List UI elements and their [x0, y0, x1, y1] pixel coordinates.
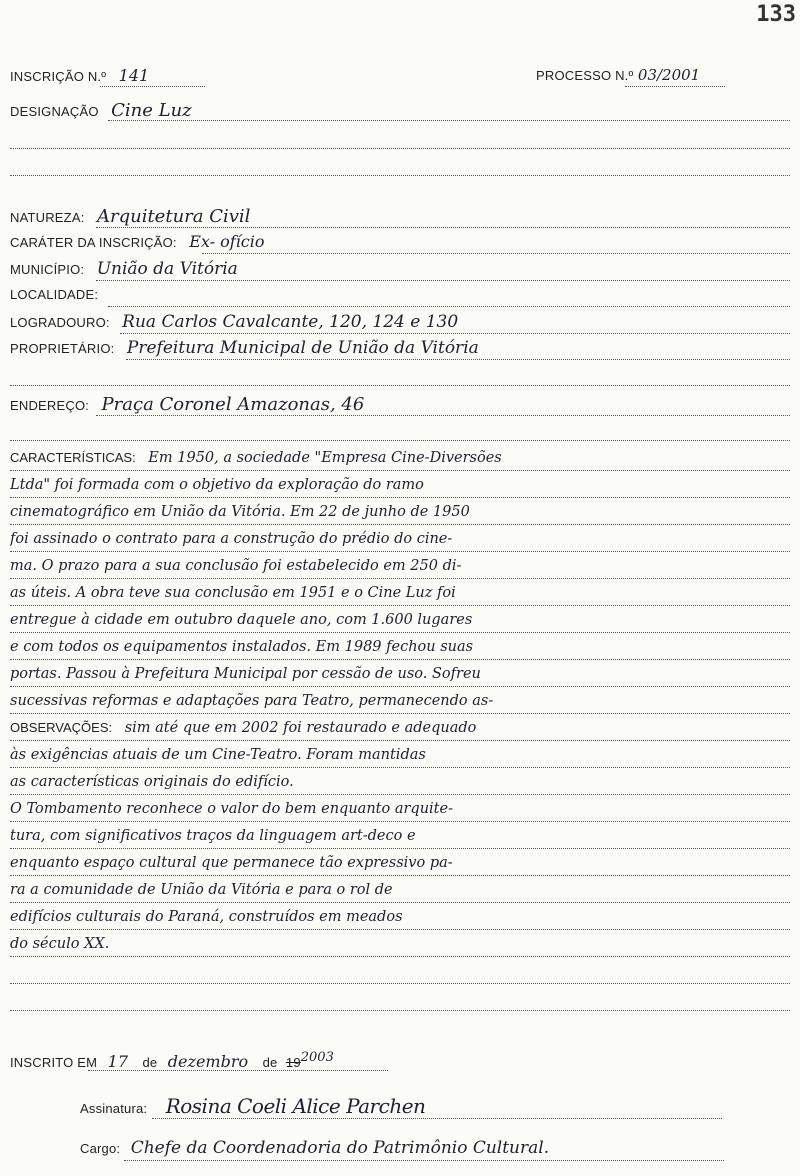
observacoes-label: OBSERVAÇÕES: — [10, 720, 113, 735]
natureza-field — [10, 206, 250, 227]
body-line: O Tombamento reconhece o valor do bem enquanto arquite- — [10, 801, 453, 817]
page-number: 133 — [756, 2, 796, 27]
assinatura-line — [152, 1118, 722, 1119]
inscrito-ano-prefix: 19 — [285, 1055, 301, 1070]
designacao-line — [108, 120, 790, 121]
carater-value: Ex- ofício — [189, 232, 265, 251]
blank-line — [10, 175, 790, 176]
designacao-label: DESIGNAÇÃO — [10, 104, 99, 119]
body-line-row — [10, 686, 790, 714]
designacao-value: Cine Luz — [111, 100, 192, 121]
inscrito-ano: 2003 — [300, 1050, 334, 1065]
body-line: Ltda" foi formada com o objetivo da exploração do ramo — [10, 477, 424, 493]
logradouro-value: Rua Carlos Cavalcante, 120, 124 e 130 — [122, 312, 459, 332]
proprietario-label: PROPRIETÁRIO: — [10, 341, 115, 356]
body-line: cinematográfico em União da Vitória. Em 22 de junho de 1950 — [10, 504, 470, 520]
body-line: ra a comunidade de União da Vitória e para o rol de — [10, 882, 393, 898]
natureza-value: Arquitetura Civil — [96, 206, 251, 227]
localidade-label: LOCALIDADE: — [10, 287, 99, 302]
body-line-row — [10, 767, 790, 795]
proprietario-line — [126, 359, 790, 360]
endereco-value: Praça Coronel Amazonas, 46 — [101, 394, 365, 415]
body-line: foi assinado o contrato para a construção do prédio do cine- — [10, 531, 453, 547]
body-line-row — [10, 848, 790, 876]
body-line-row — [10, 605, 790, 633]
body-line-row — [10, 902, 790, 930]
inscrito-de-label: de — [142, 1055, 158, 1070]
cargo-value: Chefe da Coordenadoria do Patrimônio Cultural. — [130, 1138, 550, 1158]
body-line: Em 1950, a sociedade "Empresa Cine-Diversões — [148, 450, 502, 466]
caracteristicas-line — [10, 443, 790, 471]
body-line-row — [10, 497, 790, 525]
inscrito-em-field — [10, 1050, 334, 1072]
municipio-label: MUNICÍPIO: — [10, 262, 85, 277]
inscrito-line — [88, 1070, 388, 1071]
endereco-field — [10, 394, 364, 415]
logradouro-line — [120, 333, 790, 334]
inscrito-dia: 17 — [107, 1052, 129, 1071]
body-line-row — [10, 659, 790, 687]
processo-value: 03/2001 — [637, 66, 701, 84]
body-line: entregue à cidade em outubro daquele ano, com 1.600 lugares — [10, 612, 473, 628]
body-line: edifícios culturais do Paraná, construídos em meados — [10, 909, 403, 925]
proprietario-field — [10, 338, 479, 358]
assinatura-signature: Rosina Coeli Alice Parchen — [165, 1094, 426, 1118]
body-line: as características originais do edifício. — [10, 774, 294, 790]
blank-line — [10, 983, 790, 1011]
natureza-line — [96, 227, 790, 228]
blank-line — [10, 440, 790, 441]
inscricao-value: 141 — [118, 66, 150, 85]
observacoes-line — [10, 713, 790, 741]
body-line: às exigências atuais de um Cine-Teatro. Foram mantidas — [10, 747, 426, 763]
inscricao-field — [10, 66, 149, 86]
assinatura-label: Assinatura: — [80, 1101, 148, 1116]
body-line: portas. Passou à Prefeitura Municipal por cessão de uso. Sofreu — [10, 666, 481, 682]
logradouro-label: LOGRADOURO: — [10, 315, 110, 330]
assinatura-field — [80, 1094, 425, 1118]
inscrito-de-label: de — [262, 1055, 278, 1070]
natureza-label: NATUREZA: — [10, 210, 85, 225]
body-line-row — [10, 578, 790, 606]
body-line-row — [10, 821, 790, 849]
inscricao-line — [100, 86, 205, 87]
inscrito-mes: dezembro — [167, 1052, 249, 1071]
body-line-row — [10, 794, 790, 822]
municipio-value: União da Vitória — [96, 259, 238, 279]
body-line-row — [10, 632, 790, 660]
localidade-field — [10, 286, 98, 304]
inscricao-label: INSCRIÇÃO N.º — [10, 69, 107, 84]
body-line-row — [10, 875, 790, 903]
body-line-row — [10, 740, 790, 768]
blank-line — [10, 148, 790, 149]
processo-label: PROCESSO N.º — [536, 68, 634, 83]
body-line-row — [10, 551, 790, 579]
body-line: tura, com significativos traços da linguagem art-deco e — [10, 828, 416, 844]
body-line: sim até que em 2002 foi restaurado e adequado — [124, 720, 477, 736]
body-line: ma. O prazo para a sua conclusão foi estabelecido em 250 di- — [10, 558, 462, 574]
body-line-row — [10, 524, 790, 552]
blank-line — [10, 385, 790, 386]
processo-line — [625, 86, 725, 87]
proprietario-value: Prefeitura Municipal de União da Vitória — [126, 338, 479, 358]
inscrito-label: INSCRITO EM — [10, 1055, 98, 1070]
caracteristicas-label: CARACTERÍSTICAS: — [10, 450, 136, 465]
carater-label: CARÁTER DA INSCRIÇÃO: — [10, 235, 177, 250]
body-line-row — [10, 470, 790, 498]
body-line: e com todos os equipamentos instalados. Em 1989 fechou suas — [10, 639, 474, 655]
endereco-label: ENDEREÇO: — [10, 398, 90, 413]
localidade-line — [108, 306, 790, 307]
carater-line — [202, 253, 790, 254]
cargo-label: Cargo: — [80, 1141, 121, 1156]
body-line: do século XX. — [10, 936, 110, 952]
body-line: sucessivas reformas e adaptações para Teatro, permanecendo as- — [10, 693, 494, 709]
designacao-field — [10, 100, 192, 121]
body-line-row — [10, 929, 790, 957]
cargo-line — [124, 1160, 724, 1161]
carater-field — [10, 232, 264, 252]
body-line: enquanto espaço cultural que permanece tão expressivo pa- — [10, 855, 453, 871]
body-line: as úteis. A obra teve sua conclusão em 1951 e o Cine Luz foi — [10, 585, 456, 601]
municipio-line — [96, 280, 790, 281]
blank-line — [10, 956, 790, 984]
cargo-field — [80, 1138, 549, 1158]
municipio-field — [10, 259, 238, 279]
processo-field — [536, 66, 700, 85]
logradouro-field — [10, 312, 458, 332]
endereco-line — [96, 415, 790, 416]
